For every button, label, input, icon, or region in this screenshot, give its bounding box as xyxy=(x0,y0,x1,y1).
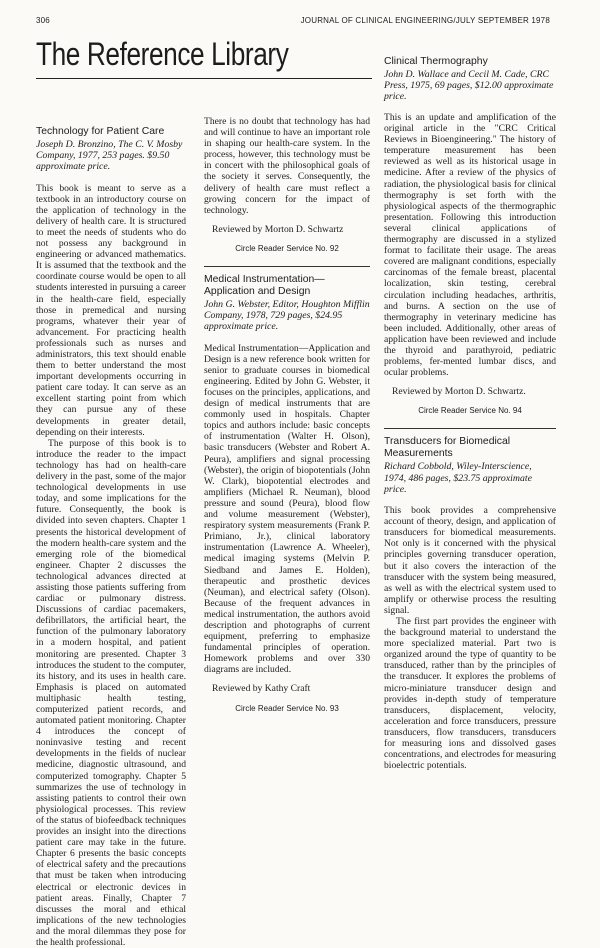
reviewer-credit: Reviewed by Morton D. Schwartz xyxy=(212,223,344,235)
review-divider xyxy=(204,266,370,267)
page-number: 306 xyxy=(36,16,50,25)
review-citation: John G. Webster, Editor, Houghton Mifflin Company, 1978, 729 pages, $24.95 approximate price. xyxy=(204,299,370,333)
review-paragraph: The first part provides the engineer with the background material to understand the more specialized material. Part two is organized around the type of quantity to be transduced, rather than by the principles of the transducer. It explores the problems of micro-miniature transducer design and provides in-depth study of temperature transducers, displacement, velocity, acceleration and force transducers, pressure transducers, flow transducers, transducers for measuring ions and dissolved gases concentrations, and electrodes for measuring bioelectric potentials. xyxy=(384,615,556,772)
review-heading: Transducers for Biomedical Measurements xyxy=(384,436,511,460)
review-paragraph: Medical Instrumentation—Application and Design is a new reference book written for senior to graduate courses in biomedical engineering. Edited by John G. Webster, it focuses on the principles, applications, and design of medical instruments that are commonly used in hospitals. Chapter topics and authors include: basic concepts of instrumentation (Walter H. Olson), basic transducers (Webster and Robert A. Peura), amplifiers and signal processing (Webster), the origin of biopotentials (John W. Clark), biopotential electrodes and amplifiers (Michael R. Neuman), blood pressure and sound (Peura), blood flow and volume measurement (Webster), respiratory system measurements (Frank P. Primiano, Jr.), clinical laboratory instrumentation (Lawrence A. Wheeler), medical imaging systems (Melvin P. Siedband and James E. Holden), therapeutic and prosthetic devices (Neuman), and electrical safety (Olson). Because of the frequent advances in medical instrumentation, the authors avoid description and photographs of current equipment, preferring to emphasize fundamental principles of operation. Homework problems and over 330 diagrams are included. xyxy=(204,342,370,676)
review-citation: Richard Cobbold, Wiley-Interscience, 1974, 486 pages, $23.75 approximate price. xyxy=(384,461,532,495)
journal-running-title: JOURNAL OF CLINICAL ENGINEERING/JULY SEPTEMBER 1978 xyxy=(300,16,550,25)
review-citation: Joseph D. Bronzino, The C. V. Mosby Company, 1977, 253 pages. $9.50 approximate price. xyxy=(36,139,183,173)
review-paragraph: This book provides a comprehensive account of theory, design, and application of transducers for biomedical measurements. Not only is it concerned with the physical principles governing transducer operation, but it also covers the interaction of the transducer with the system being measured, as well as with the electrical system used to amplify or otherwise process the resulting signal. xyxy=(384,505,556,616)
reader-service-number: Circle Reader Service No. 94 xyxy=(418,406,522,416)
review-technology-patient-care xyxy=(36,126,186,948)
review-paragraph: The purpose of this book is to introduce the reader to the impact technology has had on health-care delivery in the past, some of the major technological developments in use today, and some implications for the future. Consequently, the book is divided into seven chapters. Chapter 1 presents the historical development of the modern health-care system and the emerging role of the biomedical engineer. Chapter 2 discusses the technological advances directed at assisting those patients suffering from cardiac or pulmonary distress. Discussions of cardiac pacemakers, defibrillators, the artificial heart, the function of the pulmonary laboratory in a modern hospital, and patient monitoring are presented. Chapter 3 introduces the student to the computer, its history, and its uses in health care. Emphasis is placed on automated multiphasic health testing, computerized patient records, and automated patient monitoring. Chapter 4 introduces the concept of noninvasive testing and recent developments in the fields of nuclear medicine, diagnostic ultrasound, and computerized tomography. Chapter 5 summarizes the use of technology in assisting patients to control their own physiological processes. This review of the status of biofeedback techniques provides an insight into the directions patient care may take in the future. Chapter 6 presents the basic concepts of electrical safety and the precautions that must be taken when introducing electrical or electronic devices in patient areas. Finally, Chapter 7 discusses the moral and ethical implications of the new technologies and the moral dilemmas they pose for the health professional. xyxy=(36,437,186,948)
title-rule xyxy=(36,78,372,79)
running-header xyxy=(36,16,550,30)
section-title: The Reference Library xyxy=(36,36,289,72)
reviewer-credit: Reviewed by Kathy Craft xyxy=(212,683,311,695)
reader-service-number: Circle Reader Service No. 93 xyxy=(235,703,339,713)
review-clinical-thermography-header xyxy=(384,56,556,113)
column-1 xyxy=(36,126,186,948)
review-paragraph: There is no doubt that technology has had and will continue to have an important role in shaping our health-care system. In the process, however, this technology must be in concert with the philosophical goals of the society it serves. Consequently, the delivery of health care must reflect a growing concern for the impact of technology. xyxy=(204,116,370,216)
reviewer-credit: Reviewed by Morton D. Schwartz. xyxy=(392,386,526,398)
review-heading: Technology for Patient Care xyxy=(36,126,165,137)
review-heading: Clinical Thermography xyxy=(384,56,488,67)
review-paragraph: This book is meant to serve as a textbook in an introductory course on the application of technology in the delivery of health care. It is structured to meet the needs of students who do not possess any background in engineering or advanced mathematics. It is assumed that the textbook and the coordinate course would be open to all students interested in pursuing a career in the health-care field, especially those in premedical and nursing programs, whatever their year of advancement. For practicing health professionals such as nurses and administrators, this text should enable them to better understand the most important developments occurring in patient care today. It can serve as an excellent starting point from which they can pursue any of these developments in greater detail, depending on their interests. xyxy=(36,182,186,438)
review-medical-instrumentation xyxy=(204,274,370,714)
reader-service-number: Circle Reader Service No. 92 xyxy=(235,243,339,253)
review-divider xyxy=(384,428,556,429)
column-3 xyxy=(384,112,556,771)
review-citation: John D. Wallace and Cecil M. Cade, CRC Press, 1975, 69 pages, $12.00 approximate price. xyxy=(384,69,554,103)
review-heading: Medical Instrumentation— Application and Design xyxy=(204,274,325,298)
review-paragraph: This is an update and amplification of the original article in the "CRC Critical Reviews in Bioengineering." The history of temperature measurement has been reviewed as well as its historical usage in medicine. After a review of the physics of radiation, the physiological basis for clinical thermography is set forth with the physiological aspects of the thermographic presentation. Following this introduction several clinical applications of thermography are discussed in a stylized format to facilitate their usage. The areas covered are malignant conditions, especially carcinomas of the female breast, placental localization, skin testing, cerebral circulation including headaches, arthritis, and burns. A section on the use of thermography in veterinary medicine has been included. Additionally, other areas of application have been reviewed and include the thyroid and parathyroid, pediatric problems, fer-mented lumbar discs, and ocular problems. xyxy=(384,112,556,379)
column-2 xyxy=(204,116,370,726)
review-transducers xyxy=(384,436,556,771)
